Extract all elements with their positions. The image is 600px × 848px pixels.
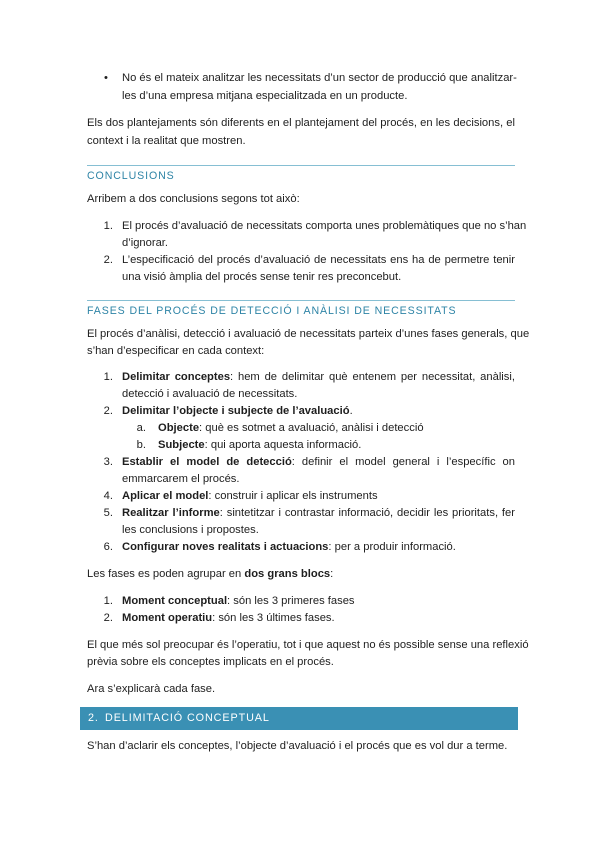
bullet-marker: • (104, 72, 108, 84)
bloc-1-description: : són les 3 primeres fases (227, 595, 355, 607)
phase-1-number: 1. (103, 371, 113, 383)
bloc-2-line (122, 612, 335, 624)
bloc-2-description: : són les 3 últimes fases. (212, 612, 335, 624)
closing-paragraph-line-2: prèvia sobre els conceptes implicats en el procés. (87, 656, 334, 668)
fases-intro-line-1: El procés d’anàlisi, detecció i avaluació de necessitats parteix d’unes fases generals, que (87, 328, 530, 340)
section-2-number: 2. (88, 712, 99, 724)
phase-1-description: : hem de delimitar què entenem per necessitat, anàlisi, (230, 371, 515, 383)
phase-1-line-1 (122, 371, 515, 383)
phase-2a-line (158, 422, 424, 434)
blocs-intro-prefix: Les fases es poden agrupar en (87, 568, 245, 580)
conclusion-2-number: 2. (103, 254, 113, 266)
phase-4-line-1 (122, 490, 378, 502)
phase-3-description: : definir el model general i l’específic on (291, 456, 515, 468)
phase-2-line-1 (122, 405, 353, 417)
phase-5-line-1 (122, 507, 515, 519)
phase-1-title: Delimitar conceptes (122, 371, 231, 383)
explain-line: Ara s’explicarà cada fase. (87, 683, 216, 695)
phase-2b-description: : qui aporta aquesta informació. (204, 439, 362, 451)
phase-2a-title: Objecte (158, 422, 200, 434)
bloc-2-number: 2. (103, 612, 113, 624)
phase-3-number: 3. (103, 456, 113, 468)
conclusions-intro: Arribem a dos conclusions segons tot això: (87, 193, 300, 205)
bloc-1-line (122, 595, 355, 607)
conclusion-1-line-2: d’ignorar. (122, 237, 169, 249)
phase-2b-line (158, 439, 361, 451)
blocs-intro (87, 568, 333, 580)
fases-rule (87, 300, 515, 301)
phase-2b-title: Subjecte (158, 439, 205, 451)
conclusions-heading: CONCLUSIONS (87, 170, 175, 182)
phase-5-title: Realitzar l’informe (122, 507, 220, 519)
section-2-title: DELIMITACIÓ CONCEPTUAL (105, 712, 270, 724)
phase-4-description: : construir i aplicar els instruments (208, 490, 378, 502)
conclusion-2-line-2: una visió àmplia del procés sense tenir res preconcebut. (122, 271, 402, 283)
phase-2a-letter: a. (136, 422, 146, 434)
phase-4-number: 4. (103, 490, 113, 502)
phase-3-line-1 (122, 456, 515, 468)
phase-1-line-2: detecció i avaluació de necessitats. (122, 388, 298, 400)
blocs-intro-suffix: : (330, 568, 334, 580)
phase-6-description: : per a produir informació. (328, 541, 456, 553)
phase-5-number: 5. (103, 507, 113, 519)
bloc-1-title: Moment conceptual (122, 595, 228, 607)
phase-2-title: Delimitar l’objecte i subjecte de l’avaluació (122, 405, 350, 417)
conclusion-2-line-1: L’especificació del procés d’avaluació de necessitats ens ha de permetre tenir (122, 254, 515, 266)
phase-3-line-2: emmarcarem el procés. (122, 473, 240, 485)
phase-3-title: Establir el model de detecció (122, 456, 292, 468)
section-2-text: S’han d’aclarir els conceptes, l’objecte d’avaluació i el procés que es vol dur a terme. (87, 740, 508, 752)
conclusion-1-number: 1. (103, 220, 113, 232)
phase-5-description: : sintetitzar i contrastar informació, decidir les prioritats, fer (219, 507, 515, 519)
fases-intro-line-2: s’han d’especificar en cada context: (87, 345, 265, 357)
bullet-line-2: les d’una empresa mitjana especialitzada en un producte. (122, 90, 408, 102)
phase-5-line-2: les conclusions i propostes. (122, 524, 259, 536)
intro-paragraph-line-2: context i la realitat que mostren. (87, 135, 246, 147)
phase-2a-description: : què es sotmet a avaluació, anàlisi i detecció (199, 422, 424, 434)
fases-heading: FASES DEL PROCÉS DE DETECCIÓ I ANÀLISI DE NECESSITATS (87, 305, 457, 317)
blocs-intro-bold: dos grans blocs (244, 568, 331, 580)
conclusion-1-line-1: El procés d’avaluació de necessitats comporta unes problemàtiques que no s’han (122, 220, 527, 232)
phase-4-title: Aplicar el model (122, 490, 209, 502)
section-2-heading-bar (80, 707, 518, 730)
phase-2-description: . (349, 405, 353, 417)
closing-paragraph-line-1: El que més sol preocupar és l’operatiu, tot i que aquest no és possible sense una reflexió (87, 639, 529, 651)
phase-6-number: 6. (103, 541, 113, 553)
bloc-2-title: Moment operatiu (122, 612, 213, 624)
intro-paragraph-line-1: Els dos plantejaments són diferents en el plantejament del procés, en les decisions, el (87, 117, 515, 129)
phase-6-line-1 (122, 541, 456, 553)
phase-6-title: Configurar noves realitats i actuacions (122, 541, 329, 553)
conclusions-rule (87, 165, 515, 166)
bloc-1-number: 1. (103, 595, 113, 607)
phase-2-number: 2. (103, 405, 113, 417)
bullet-line-1: No és el mateix analitzar les necessitats d’un sector de producció que analitzar- (122, 72, 517, 84)
phase-2b-letter: b. (136, 439, 146, 451)
